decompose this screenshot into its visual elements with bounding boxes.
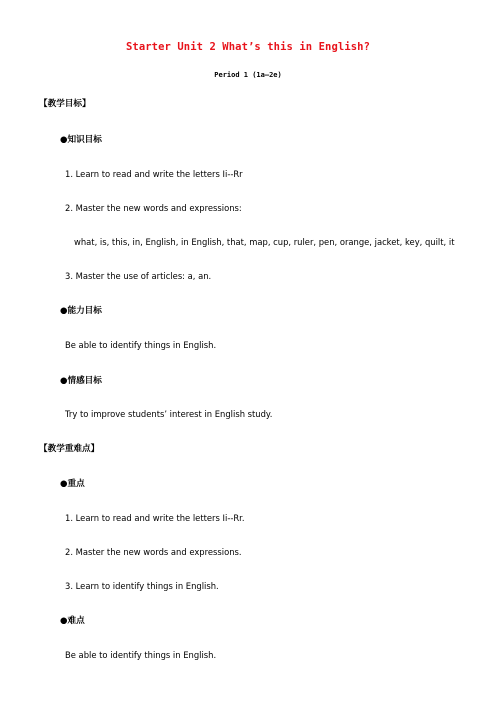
knowledge-item: 2. Master the new words and expressions: [65,203,242,213]
focus-item: 1. Learn to read and write the letters Ii--Rr. [65,513,245,523]
period-subtitle: Period 1 (1a–2e) [214,71,282,79]
emotion-heading: ●情感目标 [60,376,102,386]
difficulty-heading: ●难点 [60,616,85,626]
knowledge-heading: ●知识目标 [60,135,102,145]
difficulty-text: Be able to identify things in English. [65,650,217,660]
ability-text: Be able to identify things in English. [65,340,217,350]
objectives-heading: 【教学目标】 [39,99,91,109]
focus-item: 2. Master the new words and expressions. [65,547,242,557]
knowledge-item: 3. Master the use of articles: a, an. [65,271,212,281]
emotion-text: Try to improve students’ interest in English study. [65,409,273,419]
focus-heading: ●重点 [60,479,85,489]
keypoints-heading: 【教学重难点】 [39,444,100,454]
document-title: Starter Unit 2 What’s this in English? [125,41,371,53]
knowledge-item: 1. Learn to read and write the letters Ii--Rr [65,169,243,179]
ability-heading: ●能力目标 [60,306,102,316]
knowledge-word-list: what, is, this, in, English, in English, that, map, cup, ruler, pen, orange, jacket, key, quilt, it [74,237,455,247]
focus-item: 3. Learn to identify things in English. [65,581,219,591]
